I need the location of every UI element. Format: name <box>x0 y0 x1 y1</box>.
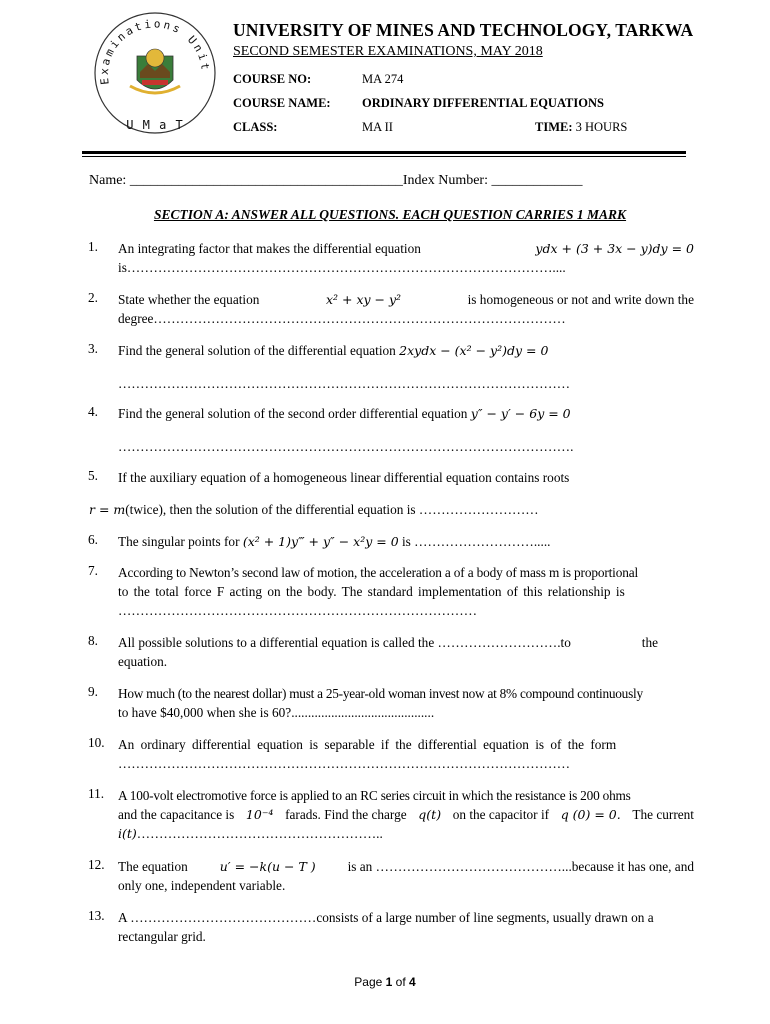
time-value: 3 HOURS <box>575 120 628 134</box>
question-11-current: i(t) <box>118 826 137 841</box>
answer-blank[interactable]: is…………………………………………………………………………………….... <box>118 260 566 275</box>
question-11-text: A 100-volt electromotive force is applied to an RC series circuit in which the resistance is 200 ohms <box>118 788 631 803</box>
question-5-equation: r = m <box>89 502 126 517</box>
student-info-line <box>89 173 582 189</box>
question-6 <box>118 532 694 551</box>
question-3-text: Find the general solution of the differential equation <box>118 343 396 358</box>
answer-blank[interactable]: …………………………………………………………………………………………. <box>118 439 574 454</box>
question-number: 7. <box>88 563 98 578</box>
question-number: 6. <box>88 532 98 547</box>
question-5-cont <box>89 500 539 519</box>
question-4 <box>118 404 694 423</box>
exam-subtitle: SECOND SEMESTER EXAMINATIONS, MAY 2018 <box>233 44 543 59</box>
question-3 <box>118 341 694 360</box>
question-number: 13. <box>88 908 105 923</box>
course-name-value: ORDINARY DIFFERENTIAL EQUATIONS <box>362 96 604 110</box>
question-number: 5. <box>88 468 98 483</box>
question-number: 12. <box>88 857 105 872</box>
question-9-text-cont[interactable]: to have $40,000 when she is 60?........................................... <box>118 705 435 720</box>
question-8-text-cont: equation. <box>118 654 168 669</box>
question-11-text-d: The current <box>632 807 694 822</box>
question-6-text: The singular points for <box>118 534 240 549</box>
question-11-text-a: and the capacitance is <box>118 807 235 822</box>
answer-blank[interactable]: ………………………………………………………………………………………… <box>118 376 571 391</box>
section-a-title: SECTION A: ANSWER ALL QUESTIONS. EACH QUESTION CARRIES 1 MARK <box>153 207 627 222</box>
question-number: 4. <box>88 404 98 419</box>
question-6-equation: (x² + 1)y‴ + y″ − x²y = 0 <box>242 534 399 549</box>
answer-blank[interactable]: is ………………………..... <box>401 534 551 549</box>
question-7-text: According to Newton’s second law of motion, the acceleration a of a body of mass m is proportional <box>118 565 638 580</box>
question-11 <box>118 786 694 843</box>
course-no-label: COURSE NO: <box>233 72 312 86</box>
question-10 <box>118 735 694 773</box>
question-10-text: An ordinary differential equation is separable if the differential equation is of the form <box>118 737 617 752</box>
question-11-text-b: farads. Find the charge <box>285 807 407 822</box>
question-5 <box>118 468 694 487</box>
seal-ring-text: Examinations Unit <box>97 17 213 86</box>
name-field[interactable]: _______________________________________ <box>129 173 403 188</box>
answer-blank[interactable]: ……………………………………………….. <box>136 826 383 841</box>
question-8 <box>118 633 694 671</box>
question-2-equation: x² + xy − y² <box>325 292 402 307</box>
page-prefix: Page <box>354 975 386 989</box>
question-12-text-cont[interactable]: is an ……………………………………...because it has one, and <box>347 859 694 874</box>
answer-blank[interactable]: ………………………………………………………………………………………… <box>118 756 571 771</box>
crest-icon <box>130 49 180 93</box>
page-number: 1 <box>385 975 393 989</box>
answer-blank[interactable]: degree………………………………………………………………………………… <box>118 311 566 326</box>
question-number: 8. <box>88 633 98 648</box>
question-12-text-end: only one, independent variable. <box>118 878 286 893</box>
question-number: 3. <box>88 341 98 356</box>
university-title: UNIVERSITY OF MINES AND TECHNOLOGY, TARKWA <box>233 20 694 40</box>
question-number: 10. <box>88 735 105 750</box>
question-1-equation: ydx + (3 + 3x − y)dy = 0 <box>535 241 694 256</box>
index-field[interactable]: _____________ <box>491 173 583 188</box>
page-footer <box>0 975 770 989</box>
class-value: MA II <box>362 120 393 134</box>
index-label: Index Number: <box>402 173 488 188</box>
question-7-text-cont: to the total force F acting on the body. The standard implementation of this relationship is <box>118 584 625 599</box>
question-11-text-c: on the capacitor if <box>452 807 550 822</box>
question-1 <box>118 239 694 277</box>
question-2-text: State whether the equation <box>118 292 260 307</box>
question-2-text-cont: is homogeneous or not and write down the <box>467 292 694 307</box>
question-13-text[interactable]: A ……………………………………consists of a large number of line segments, usually drawn on a <box>118 910 654 925</box>
question-11-initial-condition: q (0) = 0. <box>560 807 621 822</box>
class-label: CLASS: <box>233 120 278 134</box>
question-13 <box>118 908 694 946</box>
question-number: 2. <box>88 290 98 305</box>
time-field <box>535 120 627 135</box>
question-4-equation: y″ − y′ − 6y = 0 <box>470 406 571 421</box>
question-3-equation: 2xydx − (x² − y²)dy = 0 <box>399 343 549 358</box>
question-13-text-cont: rectangular grid. <box>118 929 206 944</box>
question-4-text: Find the general solution of the second order differential equation <box>118 406 468 421</box>
header-divider-thick <box>82 151 686 154</box>
answer-blank[interactable]: ……………………………………………………………………… <box>118 603 478 618</box>
course-name-label: COURSE NAME: <box>233 96 331 110</box>
question-5-text: If the auxiliary equation of a homogeneous linear differential equation contains roots <box>118 470 570 485</box>
question-5-text-cont[interactable]: (twice), then the solution of the differential equation is ……………………… <box>125 502 539 517</box>
question-8-text: All possible solutions to a differential equation is called the ……………………….to <box>118 635 571 650</box>
header-divider-thin <box>82 156 686 157</box>
question-number: 1. <box>88 239 98 254</box>
name-label: Name: <box>89 173 127 188</box>
course-no-value: MA 274 <box>362 72 404 86</box>
question-12-equation: u′ = −k(u − T ) <box>219 859 316 874</box>
question-2 <box>118 290 694 328</box>
question-11-capacitance: 10⁻⁴ <box>245 807 274 822</box>
page-total: 4 <box>409 975 416 989</box>
question-9 <box>118 684 694 722</box>
question-12 <box>118 857 694 895</box>
question-12-text: The equation <box>118 859 188 874</box>
question-8-text-end: the <box>641 635 658 650</box>
question-1-text: An integrating factor that makes the differential equation <box>118 241 421 256</box>
question-number: 9. <box>88 684 98 699</box>
page-mid: of <box>392 975 410 989</box>
seal-bottom-text: U M a T <box>126 118 184 132</box>
question-7 <box>118 563 694 620</box>
university-seal <box>90 8 220 138</box>
time-label: TIME: <box>535 120 573 134</box>
question-11-charge: q(t) <box>418 807 442 822</box>
question-9-text: How much (to the nearest dollar) must a 25-year-old woman invest now at 8% compound continuously <box>118 686 643 701</box>
question-number: 11. <box>88 786 105 801</box>
